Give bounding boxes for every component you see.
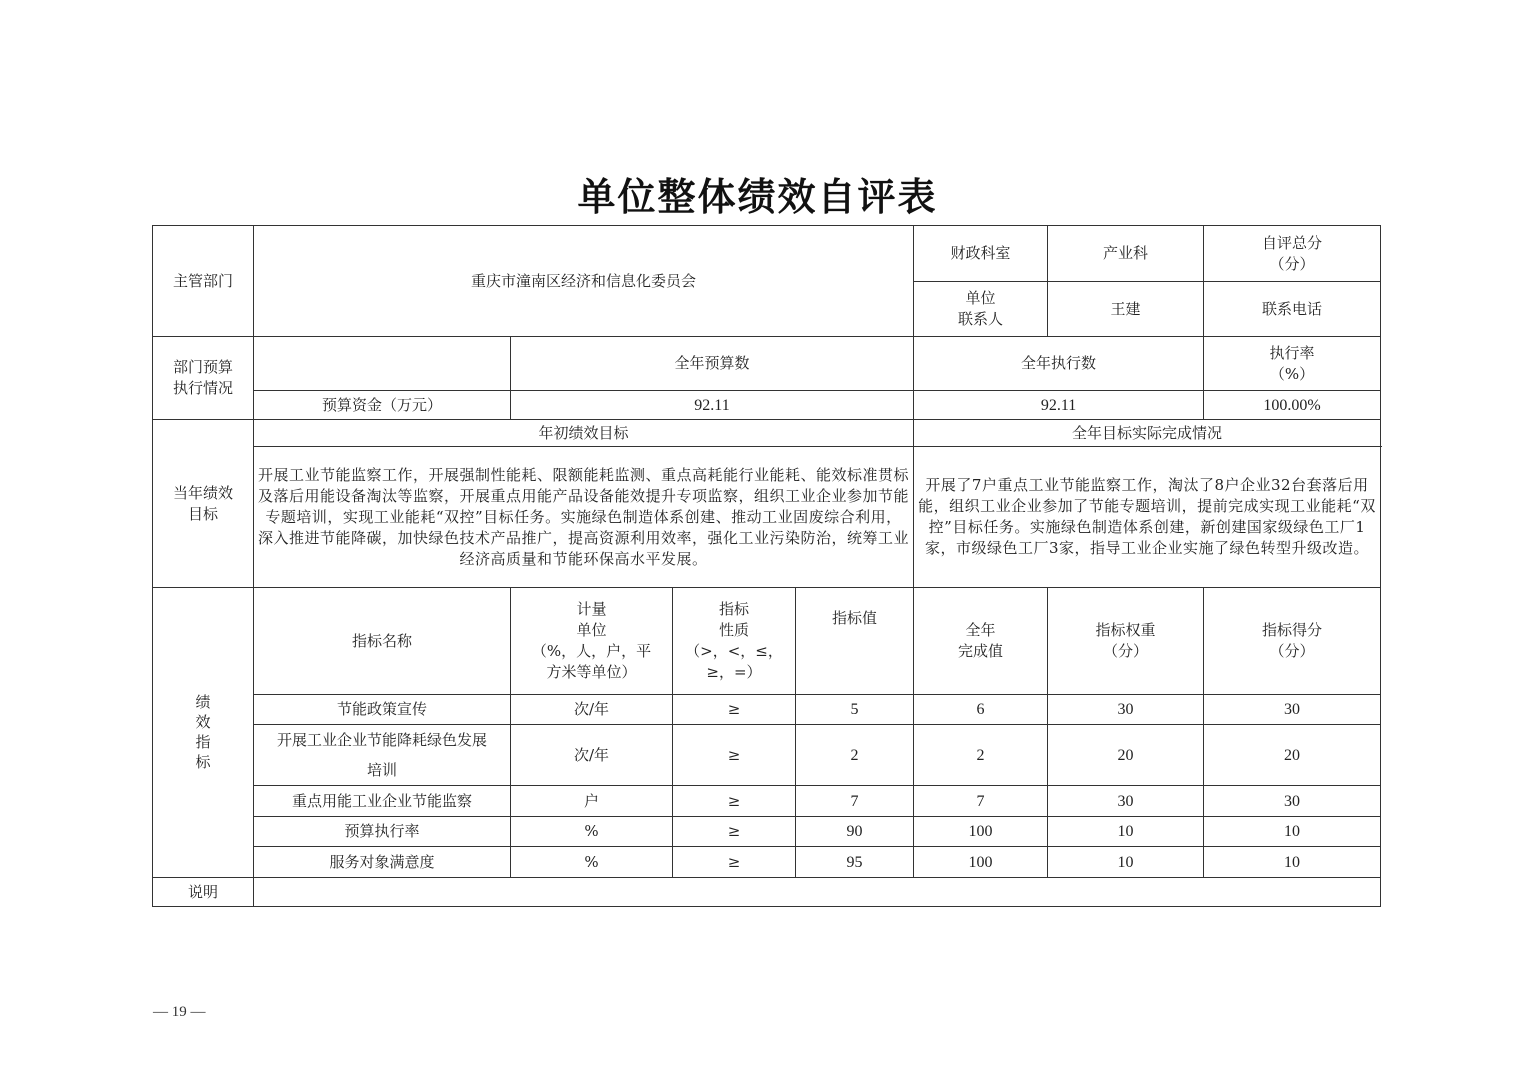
annual-budget-header: 全年预算数 (511, 337, 914, 391)
indicator-nature: ≥ (673, 817, 796, 847)
budget-section-label: 部门预算 执行情况 (153, 337, 254, 420)
initial-goal-header: 年初绩效目标 (254, 420, 914, 447)
indicator-nature-header: 指标 性质 （>，<，≤， ≥，=） (673, 588, 796, 695)
actual-goal-text: 开展了7户重点工业节能监察工作，淘汰了8户企业32台套落后用能，组织工业企业参加了节能专题培训，提前完成实现工业能耗“双控”目标任务。实施绿色制造体系创建，新创建国家级绿色工厂1家，市级绿色工厂3家，指导工业企业实施了绿色转型升级改造。 (914, 447, 1381, 588)
dept-label: 主管部门 (153, 226, 254, 337)
indicator-score: 20 (1204, 725, 1381, 786)
indicator-score: 30 (1204, 695, 1381, 725)
indicator-unit: 户 (511, 786, 673, 817)
page-title: 单位整体绩效自评表 (577, 174, 938, 219)
annual-budget-value: 92.11 (511, 391, 914, 420)
indicator-name: 开展工业企业节能降耗绿色发展 培训 (254, 725, 511, 786)
page-number: — 19 — (153, 1004, 206, 1020)
finance-label: 财政科室 (914, 226, 1048, 282)
indicator-value: 2 (796, 725, 914, 786)
indicator-unit: 次/年 (511, 695, 673, 725)
notes-value (254, 878, 1381, 907)
indicator-score: 10 (1204, 817, 1381, 847)
indicators-section-label: 绩效指标 (153, 588, 254, 878)
exec-rate-value: 100.00% (1204, 391, 1381, 420)
table-row (153, 695, 1381, 725)
indicator-value: 7 (796, 786, 914, 817)
performance-table (152, 225, 1381, 907)
indicator-value-header: 指标值 (796, 588, 914, 695)
indicator-weight-header: 指标权重 （分） (1048, 588, 1204, 695)
budget-row-label: 预算资金（万元） (254, 391, 511, 420)
indicator-weight: 30 (1048, 786, 1204, 817)
dept-value: 重庆市潼南区经济和信息化委员会 (254, 226, 914, 337)
indicator-completed: 100 (914, 847, 1048, 878)
phone-label: 联系电话 (1204, 282, 1381, 337)
indicator-completed: 2 (914, 725, 1048, 786)
indicator-weight: 10 (1048, 847, 1204, 878)
indicator-value: 90 (796, 817, 914, 847)
annual-exec-value: 92.11 (914, 391, 1204, 420)
indicator-completed: 7 (914, 786, 1048, 817)
contact-value: 王建 (1048, 282, 1204, 337)
exec-rate-header: 执行率 （%） (1204, 337, 1381, 391)
indicator-unit: % (511, 847, 673, 878)
indicator-score-header: 指标得分 （分） (1204, 588, 1381, 695)
indicator-nature: ≥ (673, 847, 796, 878)
indicator-nature: ≥ (673, 786, 796, 817)
goals-section-label: 当年绩效 目标 (153, 420, 254, 588)
table-row (153, 847, 1381, 878)
annual-exec-header: 全年执行数 (914, 337, 1204, 391)
score-label: 自评总分 （分） (1204, 226, 1381, 282)
budget-empty-cell (254, 337, 511, 391)
finance-value: 产业科 (1048, 226, 1204, 282)
indicator-name: 节能政策宣传 (254, 695, 511, 725)
indicator-completed-header: 全年 完成值 (914, 588, 1048, 695)
actual-goal-header: 全年目标实际完成情况 (914, 420, 1381, 447)
indicator-score: 10 (1204, 847, 1381, 878)
indicator-score: 30 (1204, 786, 1381, 817)
indicator-name: 预算执行率 (254, 817, 511, 847)
indicator-completed: 6 (914, 695, 1048, 725)
indicator-nature: ≥ (673, 725, 796, 786)
table-row (153, 817, 1381, 847)
indicator-weight: 20 (1048, 725, 1204, 786)
table-row (153, 786, 1381, 817)
indicator-unit: 次/年 (511, 725, 673, 786)
indicator-unit-header: 计量 单位 （%，人，户，平 方米等单位） (511, 588, 673, 695)
table-row (153, 725, 1381, 786)
notes-label: 说明 (153, 878, 254, 907)
indicator-weight: 30 (1048, 695, 1204, 725)
indicator-value: 5 (796, 695, 914, 725)
indicator-name: 服务对象满意度 (254, 847, 511, 878)
contact-label: 单位 联系人 (914, 282, 1048, 337)
indicator-name: 重点用能工业企业节能监察 (254, 786, 511, 817)
initial-goal-text: 开展工业节能监察工作，开展强制性能耗、限额能耗监测、重点高耗能行业能耗、能效标准贯标及落后用能设备淘汰等监察，开展重点用能产品设备能效提升专项监察，组织工业企业参加节能专题培训，实现工业能耗“双控”目标任务。实施绿色制造体系创建、推动工业固废综合利用，深入推进节能降碳，加快绿色技术产品推广，提高资源利用效率，强化工业污染防治，统筹工业经济高质量和节能环保高水平发展。 (254, 447, 914, 588)
indicator-nature: ≥ (673, 695, 796, 725)
indicator-unit: % (511, 817, 673, 847)
indicator-value: 95 (796, 847, 914, 878)
indicator-name-header: 指标名称 (254, 588, 511, 695)
indicator-weight: 10 (1048, 817, 1204, 847)
indicator-completed: 100 (914, 817, 1048, 847)
